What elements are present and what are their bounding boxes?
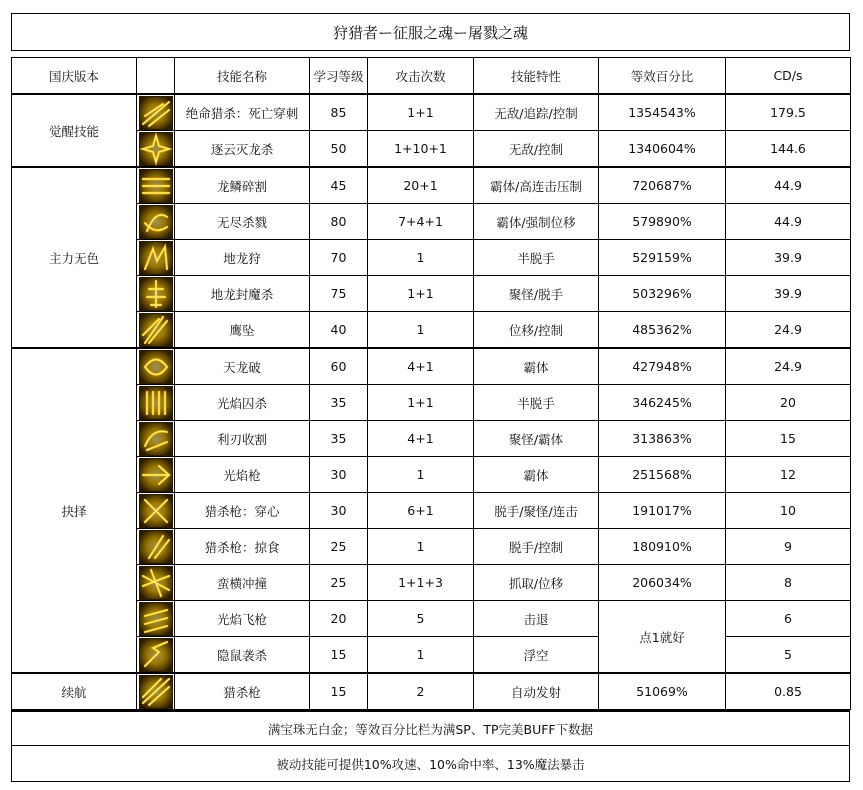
cooldown: 24.9 <box>726 348 851 385</box>
equivalent-percent: 579890% <box>599 204 726 240</box>
table-row <box>12 457 851 493</box>
skill-icon <box>139 169 173 203</box>
hit-count: 1+1 <box>368 276 474 312</box>
hit-count: 1+10+1 <box>368 131 474 168</box>
skill-icon <box>139 386 173 420</box>
skill-icon <box>139 566 173 600</box>
equivalent-percent: 427948% <box>599 348 726 385</box>
skill-name: 猎杀枪：穿心 <box>175 493 310 529</box>
skill-icon-cell <box>137 276 175 312</box>
hit-count: 5 <box>368 601 474 637</box>
skill-icon <box>139 458 173 492</box>
cooldown: 8 <box>726 565 851 601</box>
skill-trait: 脱手/聚怪/连击 <box>474 493 599 529</box>
skill-name: 利刃收割 <box>175 421 310 457</box>
table-row <box>12 385 851 421</box>
learn-level: 30 <box>310 493 368 529</box>
category-label: 觉醒技能 <box>12 94 137 167</box>
header-version: 国庆版本 <box>12 58 137 95</box>
table-header-row <box>12 58 851 95</box>
table-row <box>12 276 851 312</box>
skill-trait: 霸体/高连击压制 <box>474 167 599 204</box>
cooldown: 44.9 <box>726 167 851 204</box>
table-row <box>12 493 851 529</box>
category-label: 抉择 <box>12 348 137 673</box>
skill-icon <box>139 241 173 275</box>
skill-name: 光焰飞枪 <box>175 601 310 637</box>
skill-icon-cell <box>137 312 175 349</box>
learn-level: 75 <box>310 276 368 312</box>
equivalent-percent: 346245% <box>599 385 726 421</box>
cooldown: 144.6 <box>726 131 851 168</box>
skill-table <box>11 57 851 710</box>
skill-icon-cell <box>137 457 175 493</box>
table-row <box>12 421 851 457</box>
skill-icon <box>139 422 173 456</box>
header-icon <box>137 58 175 95</box>
hit-count: 2 <box>368 673 474 710</box>
awakening-skill-icon <box>139 96 173 130</box>
hit-count: 4+1 <box>368 348 474 385</box>
skill-trait: 击退 <box>474 601 599 637</box>
cooldown: 39.9 <box>726 240 851 276</box>
equivalent-percent: 点1就好 <box>599 601 726 674</box>
skill-icon-cell <box>137 601 175 637</box>
hit-count: 1 <box>368 529 474 565</box>
equivalent-percent: 251568% <box>599 457 726 493</box>
skill-name: 光焰枪 <box>175 457 310 493</box>
cooldown: 44.9 <box>726 204 851 240</box>
learn-level: 30 <box>310 457 368 493</box>
skill-icon <box>139 205 173 239</box>
header-cooldown: CD/s <box>726 58 851 95</box>
cooldown: 24.9 <box>726 312 851 349</box>
cooldown: 179.5 <box>726 94 851 131</box>
skill-icon <box>139 638 173 672</box>
hit-count: 1 <box>368 457 474 493</box>
skill-icon-cell <box>137 637 175 674</box>
equivalent-percent: 1354543% <box>599 94 726 131</box>
learn-level: 40 <box>310 312 368 349</box>
learn-level: 50 <box>310 131 368 168</box>
skill-icon-cell <box>137 167 175 204</box>
note-row: 满宝珠无白金；等效百分比栏为满SP、TP完美BUFF下数据 <box>11 710 850 746</box>
skill-trait: 无敌/控制 <box>474 131 599 168</box>
hit-count: 1+1 <box>368 385 474 421</box>
cooldown: 0.85 <box>726 673 851 710</box>
table-row <box>12 131 851 168</box>
header-learn-level: 学习等级 <box>310 58 368 95</box>
skill-icon-cell <box>137 673 175 710</box>
table-row <box>12 348 851 385</box>
learn-level: 60 <box>310 348 368 385</box>
cooldown: 15 <box>726 421 851 457</box>
awakening-skill-icon <box>139 132 173 166</box>
skill-icon-cell <box>137 493 175 529</box>
learn-level: 25 <box>310 565 368 601</box>
learn-level: 20 <box>310 601 368 637</box>
header-hit-count: 攻击次数 <box>368 58 474 95</box>
table-row <box>12 240 851 276</box>
equivalent-percent: 180910% <box>599 529 726 565</box>
skill-name: 隐鼠袭杀 <box>175 637 310 674</box>
table-row <box>12 637 851 674</box>
skill-icon <box>139 530 173 564</box>
skill-name: 逐云灭龙杀 <box>175 131 310 168</box>
cooldown: 6 <box>726 601 851 637</box>
learn-level: 45 <box>310 167 368 204</box>
learn-level: 35 <box>310 385 368 421</box>
learn-level: 85 <box>310 94 368 131</box>
cooldown: 12 <box>726 457 851 493</box>
hit-count: 20+1 <box>368 167 474 204</box>
skill-name: 猎杀枪：掠食 <box>175 529 310 565</box>
hit-count: 1+1 <box>368 94 474 131</box>
skill-trait: 浮空 <box>474 637 599 674</box>
skill-name: 绝命猎杀：死亡穿刺 <box>175 94 310 131</box>
category-label: 续航 <box>12 673 137 710</box>
skill-icon <box>139 675 173 709</box>
cooldown: 5 <box>726 637 851 674</box>
equivalent-percent: 503296% <box>599 276 726 312</box>
skill-icon <box>139 313 173 347</box>
learn-level: 15 <box>310 637 368 674</box>
header-skill-trait: 技能特性 <box>474 58 599 95</box>
category-label: 主力无色 <box>12 167 137 348</box>
skill-trait: 半脱手 <box>474 240 599 276</box>
hit-count: 6+1 <box>368 493 474 529</box>
skill-icon-cell <box>137 348 175 385</box>
table-row <box>12 94 851 131</box>
skill-trait: 半脱手 <box>474 385 599 421</box>
skill-icon-cell <box>137 529 175 565</box>
skill-trait: 霸体/强制位移 <box>474 204 599 240</box>
skill-trait: 无敌/追踪/控制 <box>474 94 599 131</box>
skill-trait: 抓取/位移 <box>474 565 599 601</box>
skill-name: 光焰囚杀 <box>175 385 310 421</box>
learn-level: 80 <box>310 204 368 240</box>
skill-icon <box>139 277 173 311</box>
table-row <box>12 204 851 240</box>
equivalent-percent: 485362% <box>599 312 726 349</box>
table-row <box>12 673 851 710</box>
skill-trait: 位移/控制 <box>474 312 599 349</box>
hit-count: 1+1+3 <box>368 565 474 601</box>
skill-icon-cell <box>137 565 175 601</box>
skill-icon-cell <box>137 204 175 240</box>
learn-level: 70 <box>310 240 368 276</box>
skill-name: 鹰坠 <box>175 312 310 349</box>
skill-trait: 霸体 <box>474 457 599 493</box>
equivalent-percent: 206034% <box>599 565 726 601</box>
equivalent-percent: 51069% <box>599 673 726 710</box>
hit-count: 4+1 <box>368 421 474 457</box>
skill-trait: 脱手/控制 <box>474 529 599 565</box>
skill-icon-cell <box>137 385 175 421</box>
hit-count: 1 <box>368 637 474 674</box>
learn-level: 25 <box>310 529 368 565</box>
learn-level: 15 <box>310 673 368 710</box>
cooldown: 9 <box>726 529 851 565</box>
skill-icon-cell <box>137 240 175 276</box>
note-row: 被动技能可提供10%攻速、10%命中率、13%魔法暴击 <box>11 746 850 782</box>
skill-icon-cell <box>137 131 175 168</box>
page-title: 狩猎者ー征服之魂ー屠戮之魂 <box>11 13 850 51</box>
skill-name: 龙鳞碎割 <box>175 167 310 204</box>
table-row <box>12 529 851 565</box>
skill-name: 猎杀枪 <box>175 673 310 710</box>
table-row <box>12 312 851 349</box>
table-row <box>12 601 851 637</box>
learn-level: 35 <box>310 421 368 457</box>
cooldown: 10 <box>726 493 851 529</box>
hit-count: 7+4+1 <box>368 204 474 240</box>
cooldown: 20 <box>726 385 851 421</box>
equivalent-percent: 1340604% <box>599 131 726 168</box>
skill-icon <box>139 602 173 636</box>
skill-trait: 自动发射 <box>474 673 599 710</box>
skill-name: 蛮横冲撞 <box>175 565 310 601</box>
skill-trait: 聚怪/霸体 <box>474 421 599 457</box>
skill-icon-cell <box>137 94 175 131</box>
skill-trait: 聚怪/脱手 <box>474 276 599 312</box>
header-skill-name: 技能名称 <box>175 58 310 95</box>
table-row <box>12 167 851 204</box>
skill-icon <box>139 350 173 384</box>
equivalent-percent: 313863% <box>599 421 726 457</box>
cooldown: 39.9 <box>726 276 851 312</box>
skill-name: 地龙狩 <box>175 240 310 276</box>
skill-icon <box>139 494 173 528</box>
equivalent-percent: 529159% <box>599 240 726 276</box>
equivalent-percent: 191017% <box>599 493 726 529</box>
skill-name: 地龙封魔杀 <box>175 276 310 312</box>
skill-name: 无尽杀戮 <box>175 204 310 240</box>
equivalent-percent: 720687% <box>599 167 726 204</box>
table-row <box>12 565 851 601</box>
header-equivalent-percent: 等效百分比 <box>599 58 726 95</box>
hit-count: 1 <box>368 240 474 276</box>
skill-name: 天龙破 <box>175 348 310 385</box>
skill-trait: 霸体 <box>474 348 599 385</box>
hit-count: 1 <box>368 312 474 349</box>
skill-icon-cell <box>137 421 175 457</box>
